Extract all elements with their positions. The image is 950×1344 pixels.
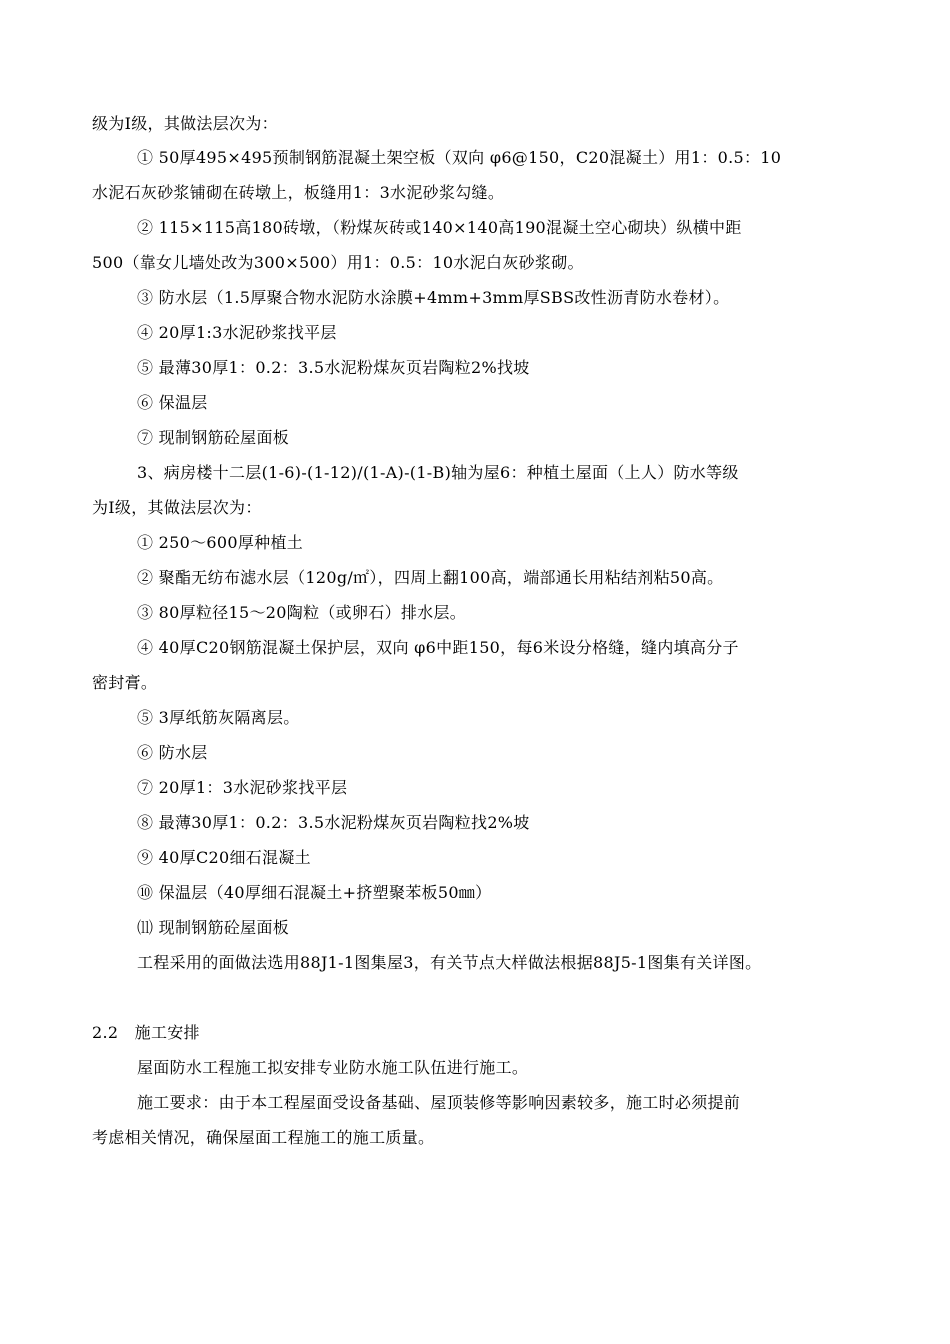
paragraph-line: 工程采用的面做法选用88J1-1图集屋3，有关节点大样做法根据88J5-1图集有关详图。 (137, 953, 762, 972)
list-item: ⑾ 现制钢筋砼屋面板 (137, 918, 290, 937)
text-line: 为Ⅰ级，其做法层次为： (92, 498, 262, 517)
text-line: 密封膏。 (92, 673, 158, 692)
list-item: ④ 40厚C20钢筋混凝土保护层，双向 φ6中距150，每6米设分格缝，缝内填高分子 (137, 638, 739, 657)
list-item: ③ 80厚粒径15～20陶粒（或卵石）排水层。 (137, 603, 467, 622)
text-line: 水泥石灰砂浆铺砌在砖墩上，板缝用1：3水泥砂浆勾缝。 (92, 183, 505, 202)
text-line: 级为Ⅰ级，其做法层次为： (92, 114, 278, 133)
list-item: ② 聚酯无纺布滤水层（120g/㎡），四周上翻100高，端部通长用粘结剂粘50高。 (137, 568, 724, 587)
list-item: ⑩ 保温层（40厚细石混凝土+挤塑聚苯板50㎜） (137, 883, 492, 902)
list-item: ⑥ 保温层 (137, 393, 208, 412)
section-paragraph: 3、病房楼十二层(1-6)-(1-12)/(1-A)-(1-B)轴为屋6：种植土屋面（上人）防水等级 (137, 463, 739, 482)
list-item: ⑤ 3厚纸筋灰隔离层。 (137, 708, 300, 727)
list-item: ⑨ 40厚C20细石混凝土 (137, 848, 311, 867)
list-item: ⑧ 最薄30厚1：0.2：3.5水泥粉煤灰页岩陶粒找2%坡 (137, 813, 530, 832)
list-item: ② 115×115高180砖墩，（粉煤灰砖或140×140高190混凝土空心砌块）纵横中距 (137, 218, 742, 237)
list-item: ① 250～600厚种植土 (137, 533, 304, 552)
section-heading: 2.2 施工安排 (92, 1023, 200, 1042)
list-item: ③ 防水层（1.5厚聚合物水泥防水涂膜+4mm+3mm厚SBS改性沥青防水卷材）。 (137, 288, 730, 307)
paragraph-line: 施工要求：由于本工程屋面受设备基础、屋顶装修等影响因素较多，施工时必须提前 (137, 1093, 741, 1112)
list-item: ⑤ 最薄30厚1：0.2：3.5水泥粉煤灰页岩陶粒2%找坡 (137, 358, 530, 377)
text-line: 500（靠女儿墙处改为300×500）用1：0.5：10水泥白灰砂浆砌。 (92, 253, 584, 272)
list-item: ⑦ 现制钢筋砼屋面板 (137, 428, 290, 447)
list-item: ④ 20厚1:3水泥砂浆找平层 (137, 323, 337, 342)
paragraph-line: 屋面防水工程施工拟安排专业防水施工队伍进行施工。 (137, 1058, 529, 1077)
list-item: ① 50厚495×495预制钢筋混凝土架空板（双向 φ6@150，C20混凝土）用1：0.5：10 (137, 148, 782, 167)
text-line: 考虑相关情况，确保屋面工程施工的施工质量。 (92, 1128, 435, 1147)
list-item: ⑦ 20厚1：3水泥砂浆找平层 (137, 778, 348, 797)
list-item: ⑥ 防水层 (137, 743, 208, 762)
